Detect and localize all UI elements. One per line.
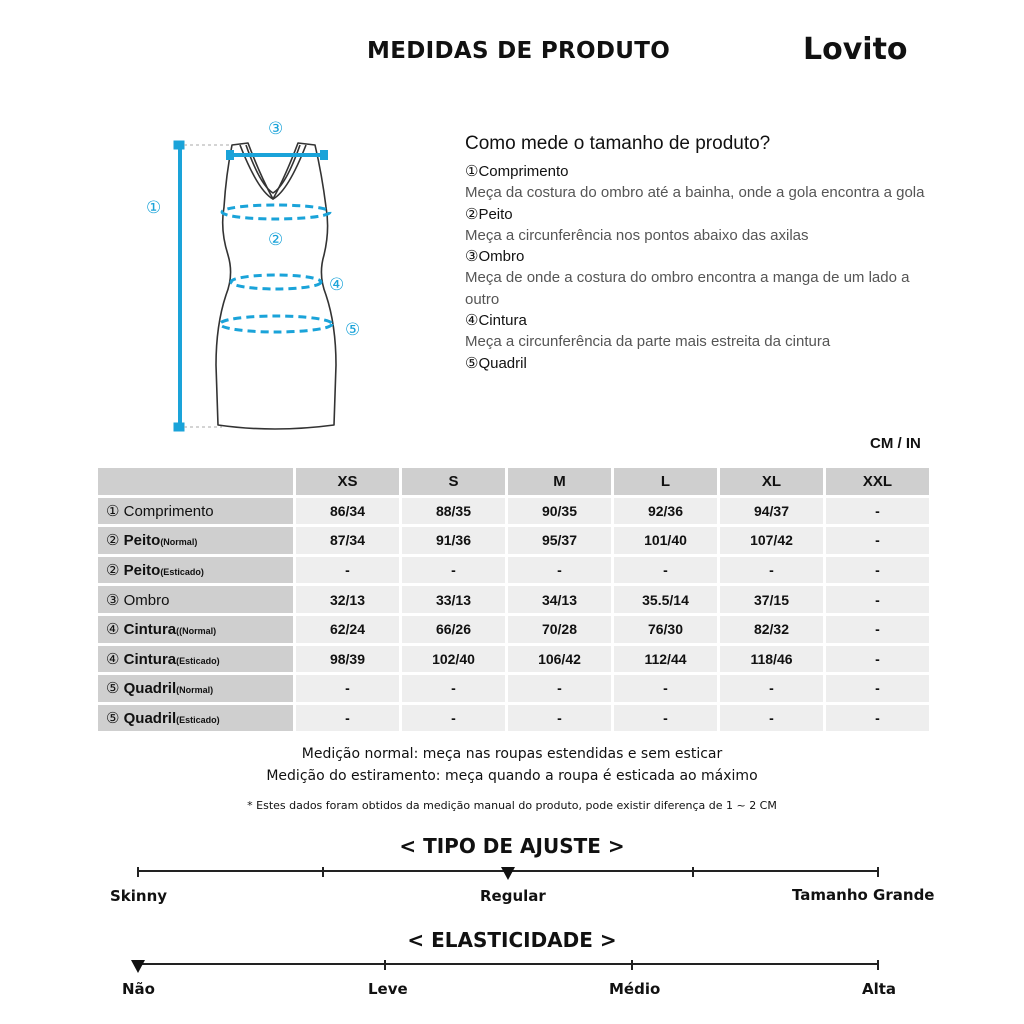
guide-item-shoulder-label: ③Ombro <box>465 248 525 265</box>
waist-measure-ellipse <box>231 275 321 289</box>
size-header: S <box>402 468 505 495</box>
elasticity-label-medium: Médio <box>609 980 661 998</box>
table-cell: - <box>826 498 929 525</box>
table-cell: - <box>720 705 823 732</box>
note-normal: Medição normal: meça nas roupas estendidas e sem esticar <box>301 746 723 762</box>
marker-chest: ② <box>268 230 284 250</box>
size-header: M <box>508 468 611 495</box>
row-marker: ② <box>106 562 120 580</box>
table-cell: 88/35 <box>402 498 505 525</box>
row-name: Ombro <box>123 591 170 609</box>
fit-label-plus: Tamanho Grande <box>792 886 935 904</box>
table-cell: - <box>614 557 717 584</box>
marker-hip: ⑤ <box>345 320 361 340</box>
table-cell: - <box>614 705 717 732</box>
guide-title: Como mede o tamanho de produto? <box>465 133 771 154</box>
row-label <box>98 675 293 702</box>
row-label <box>98 646 293 673</box>
row-marker: ④ <box>106 621 120 639</box>
row-name: Comprimento <box>123 502 214 520</box>
size-header: L <box>614 468 717 495</box>
table-cell: - <box>614 675 717 702</box>
guide-item-chest-label: ②Peito <box>465 205 513 223</box>
row-marker: ⑤ <box>106 710 120 728</box>
table-cell: 62/24 <box>296 616 399 643</box>
elasticity-label-none: Não <box>122 980 155 998</box>
guide-item-hip-label: ⑤Quadril <box>465 354 527 372</box>
table-cell: 94/37 <box>720 498 823 525</box>
table-cell: - <box>720 557 823 584</box>
table-cell: - <box>826 616 929 643</box>
length-measure-line <box>174 141 230 431</box>
table-cell: - <box>402 675 505 702</box>
row-name: Peito <box>123 532 161 550</box>
row-label <box>98 557 293 584</box>
table-cell: - <box>508 705 611 732</box>
table-row <box>98 705 929 732</box>
row-label <box>98 527 293 554</box>
table-cell: 91/36 <box>402 527 505 554</box>
row-sub: (Esticado) <box>160 567 204 578</box>
table-cell: - <box>508 675 611 702</box>
fit-selected-marker-icon <box>501 867 515 880</box>
row-label <box>98 586 293 613</box>
guide-item-waist-desc: Meça a circunferência da parte mais estreita da cintura <box>465 333 831 350</box>
fit-label-skinny: Skinny <box>110 887 168 905</box>
table-cell: - <box>508 557 611 584</box>
table-cell: 32/13 <box>296 586 399 613</box>
unit-label: CM / IN <box>870 435 921 452</box>
elasticity-selected-marker-icon <box>131 960 145 973</box>
table-cell: - <box>826 527 929 554</box>
row-label <box>98 705 293 732</box>
row-sub: (Normal) <box>160 537 198 548</box>
table-cell: - <box>720 675 823 702</box>
table-cell: - <box>826 586 929 613</box>
brand-logo: Lovito <box>803 32 908 67</box>
row-marker: ② <box>106 532 120 550</box>
guide-item-length-desc: Meça da costura do ombro até a bainha, onde a gola encontra a gola <box>465 184 925 201</box>
table-cell: 118/46 <box>720 646 823 673</box>
table-cell: 87/34 <box>296 527 399 554</box>
table-cell: 107/42 <box>720 527 823 554</box>
table-cell: - <box>826 646 929 673</box>
table-header-row <box>98 468 929 495</box>
elasticity-label-light: Leve <box>368 980 408 998</box>
fit-label-regular: Regular <box>480 887 546 905</box>
row-sub: (Normal) <box>176 685 214 696</box>
table-cell: 98/39 <box>296 646 399 673</box>
marker-shoulder: ③ <box>268 119 284 139</box>
guide-item-chest-desc: Meça a circunferência nos pontos abaixo das axilas <box>465 226 809 244</box>
table-cell: - <box>402 705 505 732</box>
table-cell: 86/34 <box>296 498 399 525</box>
table-cell: - <box>402 557 505 584</box>
row-name: Peito <box>123 562 161 580</box>
row-name: Cintura <box>123 650 177 668</box>
table-cell: - <box>296 557 399 584</box>
row-label <box>98 498 293 525</box>
table-cell: 34/13 <box>508 586 611 613</box>
row-marker: ⑤ <box>106 680 120 698</box>
row-name: Quadril <box>123 680 177 698</box>
row-label <box>98 616 293 643</box>
page-title: MEDIDAS DE PRODUTO <box>367 38 671 64</box>
table-row <box>98 498 929 525</box>
table-row <box>98 675 929 702</box>
table-cell: 101/40 <box>614 527 717 554</box>
table-row <box>98 557 929 584</box>
table-row <box>98 527 929 554</box>
table-cell: - <box>296 675 399 702</box>
table-row <box>98 586 929 613</box>
size-header: XL <box>720 468 823 495</box>
table-cell: 35.5/14 <box>614 586 717 613</box>
row-sub: (Esticado) <box>176 715 220 726</box>
table-cell: - <box>826 705 929 732</box>
note-disclaimer: * Estes dados foram obtidos da medição manual do produto, pode existir diferença de 1 ~ 2 CM <box>247 799 777 812</box>
table-cell: 106/42 <box>508 646 611 673</box>
marker-waist: ④ <box>329 275 345 295</box>
row-marker: ① <box>106 502 120 520</box>
fit-scale-title: < TIPO DE AJUSTE > <box>399 834 625 858</box>
row-sub: (Esticado) <box>176 655 220 666</box>
measurement-guide <box>465 133 935 374</box>
dress-measurement-diagram <box>140 115 380 435</box>
table-cell: 76/30 <box>614 616 717 643</box>
table-cell: 33/13 <box>402 586 505 613</box>
table-row <box>98 616 929 643</box>
table-cell: 66/26 <box>402 616 505 643</box>
table-cell: 37/15 <box>720 586 823 613</box>
row-name: Cintura <box>123 621 177 639</box>
table-cell: 70/28 <box>508 616 611 643</box>
guide-item-length-label: ①Comprimento <box>465 163 569 180</box>
table-cell: 102/40 <box>402 646 505 673</box>
table-cell: 95/37 <box>508 527 611 554</box>
marker-length: ① <box>146 198 162 218</box>
table-cell: 90/35 <box>508 498 611 525</box>
shoulder-measure-line <box>226 150 328 160</box>
table-cell: - <box>826 675 929 702</box>
size-header: XS <box>296 468 399 495</box>
table-cell: - <box>826 557 929 584</box>
table-row <box>98 646 929 673</box>
row-marker: ④ <box>106 650 120 668</box>
size-table <box>95 465 932 734</box>
size-header: XXL <box>826 468 929 495</box>
guide-item-waist-label: ④Cintura <box>465 312 527 329</box>
table-cell: 82/32 <box>720 616 823 643</box>
row-sub: ((Normal) <box>176 626 217 637</box>
elasticity-label-high: Alta <box>862 980 897 998</box>
hip-measure-ellipse <box>220 316 332 332</box>
note-stretch: Medição do estiramento: meça quando a roupa é esticada ao máximo <box>266 768 758 784</box>
elasticity-scale-title: < ELASTICIDADE > <box>407 928 617 952</box>
table-cell: - <box>296 705 399 732</box>
table-cell: 112/44 <box>614 646 717 673</box>
row-marker: ③ <box>106 591 120 609</box>
table-cell: 92/36 <box>614 498 717 525</box>
guide-item-shoulder-desc: Meça de onde a costura do ombro encontra a manga de um lado a outro <box>465 269 910 308</box>
table-corner-cell <box>98 468 293 495</box>
chest-measure-ellipse <box>222 205 330 219</box>
row-name: Quadril <box>123 710 177 728</box>
